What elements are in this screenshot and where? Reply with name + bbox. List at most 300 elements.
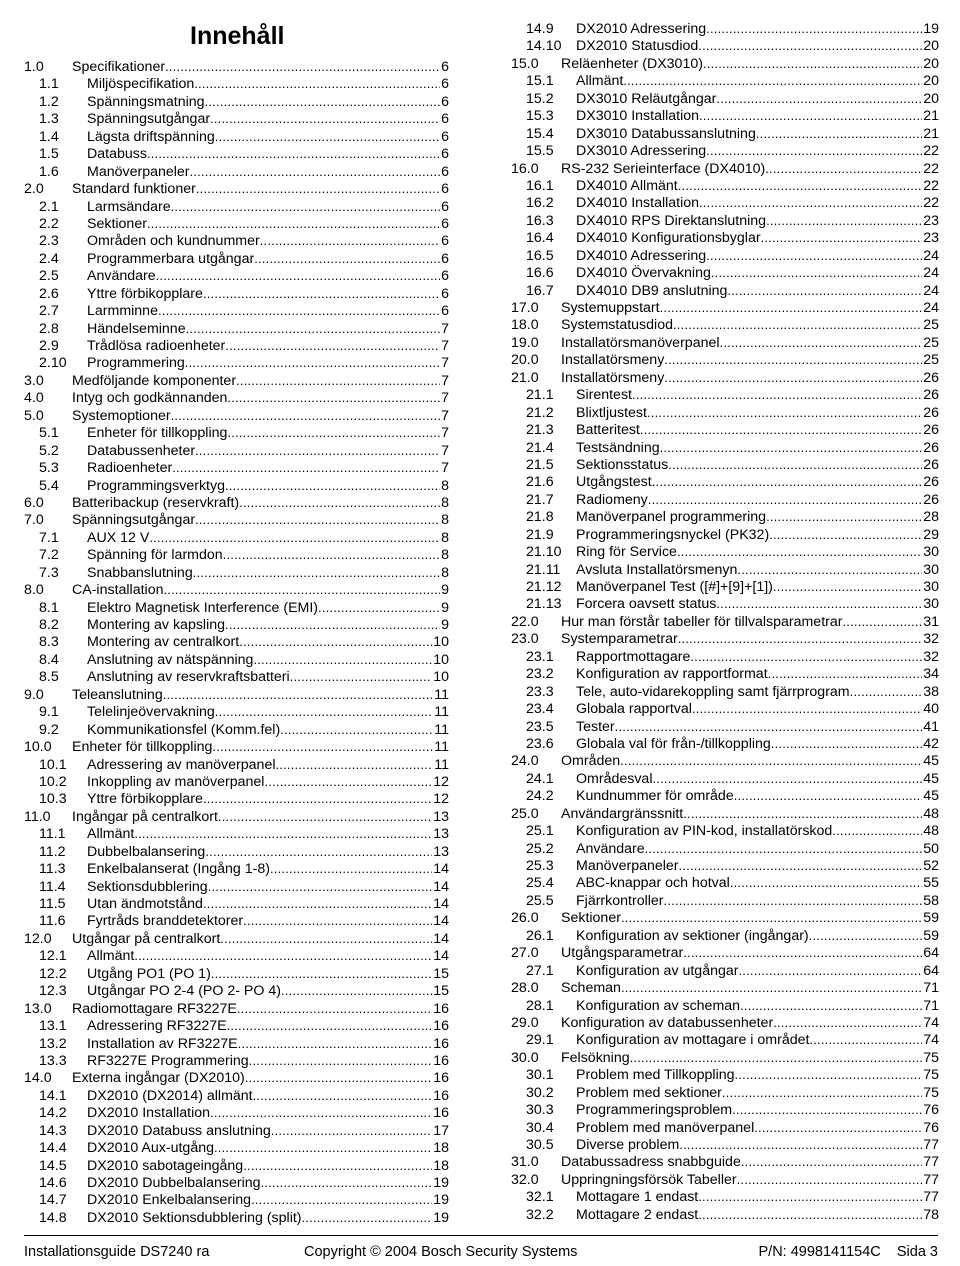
toc-dot-leader	[664, 369, 922, 386]
toc-dot-leader	[212, 738, 433, 755]
toc-dot-leader	[769, 526, 922, 543]
toc-entry-title: Konfiguration av mottagare i området	[576, 1032, 810, 1049]
toc-entry-number: 2.2	[39, 215, 59, 232]
toc-entry-number: 1.1	[39, 76, 59, 93]
toc-entry-page: 16	[433, 1105, 449, 1122]
toc-entry-number: 24.0	[511, 753, 539, 770]
toc-entry[interactable]	[24, 1209, 449, 1226]
toc-entry[interactable]	[511, 1014, 939, 1031]
toc-entry-page: 50	[923, 840, 939, 857]
toc-entry-title: Programmerbara utgångar	[87, 250, 255, 267]
toc-entry[interactable]	[511, 1066, 939, 1083]
toc-entry-number: 21.6	[526, 474, 554, 491]
toc-entry-page: 16	[433, 1052, 449, 1069]
toc-entry-title: DX2010 (DX2014) allmänt	[87, 1087, 253, 1104]
toc-entry[interactable]	[511, 194, 939, 211]
toc-entry-number: 12.0	[24, 930, 52, 947]
toc-entry[interactable]	[511, 177, 939, 194]
page-title: Innehåll	[190, 22, 285, 50]
toc-entry[interactable]	[511, 1049, 939, 1066]
toc-entry-number: 2.4	[39, 250, 59, 267]
toc-entry-title: Systemuppstart	[561, 300, 660, 316]
toc-dot-leader	[699, 107, 922, 124]
toc-dot-leader	[302, 1209, 433, 1226]
toc-entry-title: Allmänt	[87, 948, 135, 965]
toc-entry-page: 7	[441, 460, 449, 477]
toc-dot-leader	[773, 1014, 922, 1031]
toc-entry-page: 9	[441, 617, 449, 633]
toc-entry[interactable]	[24, 407, 449, 424]
toc-entry-number: 23.5	[526, 718, 554, 735]
toc-entry-number: 7.3	[39, 564, 59, 581]
toc-entry-page: 32	[923, 631, 939, 648]
toc-dot-leader	[218, 808, 432, 825]
toc-entry[interactable]	[511, 247, 939, 264]
toc-entry[interactable]	[511, 1206, 939, 1223]
toc-entry[interactable]	[511, 997, 939, 1014]
toc-entry[interactable]	[24, 163, 449, 180]
toc-entry[interactable]	[24, 389, 449, 406]
toc-entry-title: Fyrtråds branddetektorer	[87, 913, 244, 930]
toc-entry-number: 28.1	[526, 997, 554, 1014]
toc-entry-number: 5.4	[39, 477, 59, 494]
toc-entry-title: Medföljande komponenter	[72, 372, 237, 389]
toc-entry[interactable]	[511, 892, 939, 909]
toc-entry[interactable]	[511, 1153, 939, 1170]
toc-entry[interactable]	[24, 302, 449, 319]
toc-entry[interactable]	[24, 1157, 449, 1174]
toc-entry[interactable]	[511, 229, 939, 246]
toc-entry-page: 6	[441, 163, 449, 180]
toc-entry[interactable]	[511, 944, 939, 961]
toc-entry[interactable]	[511, 107, 939, 124]
toc-entry[interactable]	[511, 613, 939, 630]
toc-entry[interactable]	[24, 546, 449, 563]
toc-entry[interactable]	[24, 180, 449, 197]
toc-entry[interactable]	[511, 683, 939, 700]
toc-entry-page: 13	[433, 843, 449, 860]
toc-entry[interactable]	[24, 599, 449, 616]
toc-dot-leader	[740, 997, 922, 1014]
toc-entry-number: 30.5	[526, 1137, 554, 1153]
toc-entry-page: 6	[441, 233, 449, 250]
toc-entry[interactable]	[511, 404, 939, 421]
toc-entry-title: Utgång PO1 (PO 1)	[87, 965, 211, 982]
toc-entry[interactable]	[24, 668, 449, 685]
toc-entry[interactable]	[24, 721, 449, 738]
toc-entry-page: 38	[923, 683, 939, 700]
toc-entry[interactable]	[24, 1104, 449, 1121]
toc-entry[interactable]	[511, 439, 939, 456]
toc-entry-title: Intyg och godkännanden	[72, 390, 228, 407]
toc-entry[interactable]	[511, 857, 939, 874]
toc-entry-page: 77	[923, 1171, 939, 1188]
toc-entry-page: 8	[441, 547, 449, 564]
toc-entry[interactable]	[511, 1119, 939, 1136]
toc-entry[interactable]	[511, 962, 939, 979]
toc-entry[interactable]	[24, 581, 449, 598]
toc-entry-title: DX2010 Databuss anslutning	[87, 1122, 271, 1139]
toc-entry[interactable]	[24, 947, 449, 964]
toc-entry[interactable]	[24, 982, 449, 999]
toc-entry[interactable]	[511, 142, 939, 159]
toc-entry-title: Rapportmottagare	[576, 648, 691, 665]
toc-entry[interactable]	[511, 543, 939, 560]
toc-dot-leader	[171, 198, 441, 215]
toc-entry[interactable]	[511, 55, 939, 72]
toc-entry[interactable]	[511, 421, 939, 438]
toc-entry-number: 14.6	[39, 1175, 67, 1191]
toc-entry[interactable]	[24, 285, 449, 302]
toc-entry[interactable]	[24, 477, 449, 494]
toc-entry[interactable]	[511, 125, 939, 142]
toc-entry[interactable]	[511, 595, 939, 612]
toc-entry-title: RF3227E Programmering	[87, 1052, 249, 1069]
toc-entry[interactable]	[24, 337, 449, 354]
toc-dot-leader	[172, 459, 440, 476]
toc-entry-title: Användare	[576, 840, 645, 857]
toc-entry[interactable]	[24, 703, 449, 720]
toc-entry-page: 28	[923, 509, 939, 526]
toc-entry-title: Problem med manöverpanel	[576, 1119, 755, 1136]
toc-entry[interactable]	[511, 1171, 939, 1188]
toc-entry[interactable]	[511, 386, 939, 403]
toc-entry-page: 11	[434, 739, 449, 756]
toc-entry-number: 12.1	[39, 948, 67, 965]
toc-entry-number: 32.2	[526, 1206, 554, 1223]
toc-entry[interactable]	[511, 369, 939, 386]
toc-entry[interactable]	[511, 1101, 939, 1118]
toc-entry[interactable]	[24, 494, 449, 511]
toc-entry-title: Anslutning av reservkraftsbatteri	[87, 669, 290, 686]
toc-entry-number: 10.0	[24, 739, 52, 756]
toc-entry-number: 21.5	[526, 456, 554, 473]
toc-entry[interactable]	[24, 75, 449, 92]
toc-dot-leader	[716, 90, 922, 107]
toc-entry-page: 18	[433, 1140, 449, 1157]
toc-entry-title: Inkoppling av manöverpanel	[87, 773, 265, 790]
toc-dot-leader	[683, 944, 922, 961]
toc-entry[interactable]	[511, 351, 939, 368]
toc-entry[interactable]	[24, 232, 449, 249]
toc-entry[interactable]	[24, 633, 449, 650]
toc-dot-leader	[754, 1119, 922, 1136]
toc-entry[interactable]	[511, 456, 939, 473]
toc-entry[interactable]	[24, 442, 449, 459]
toc-entry-page: 8	[441, 494, 449, 511]
toc-entry-page: 77	[923, 1154, 939, 1171]
toc-entry-page: 24	[923, 265, 939, 282]
toc-entry[interactable]	[24, 686, 449, 703]
toc-entry[interactable]	[511, 37, 939, 54]
toc-entry[interactable]	[511, 648, 939, 665]
toc-entry-page: 59	[923, 910, 939, 927]
toc-entry[interactable]	[24, 250, 449, 267]
toc-entry-number: 8.2	[39, 617, 59, 633]
toc-entry-page: 45	[923, 753, 939, 770]
toc-entry[interactable]	[24, 912, 449, 929]
toc-dot-leader	[237, 1000, 432, 1017]
toc-entry-title: Adressering av manöverpanel	[87, 756, 276, 773]
toc-entry[interactable]	[24, 529, 449, 546]
toc-entry-title: Montering av kapsling	[87, 617, 226, 633]
toc-dot-leader	[190, 163, 441, 180]
toc-entry-page: 25	[923, 334, 939, 351]
toc-entry[interactable]	[24, 965, 449, 982]
toc-entry[interactable]	[511, 735, 939, 752]
toc-entry[interactable]	[24, 860, 449, 877]
toc-entry[interactable]	[24, 424, 449, 441]
toc-entry[interactable]	[511, 700, 939, 717]
toc-left-column	[24, 58, 449, 1226]
toc-entry[interactable]	[24, 1122, 449, 1139]
toc-entry-number: 2.8	[39, 320, 59, 337]
toc-entry[interactable]	[511, 282, 939, 299]
toc-entry[interactable]	[511, 491, 939, 508]
toc-entry[interactable]	[511, 1188, 939, 1205]
toc-entry[interactable]	[24, 1174, 449, 1191]
toc-entry-title: Installation av RF3227E	[87, 1035, 238, 1052]
toc-entry-page: 64	[923, 962, 939, 979]
toc-entry-title: Sektioner	[561, 910, 621, 927]
toc-entry-page: 74	[923, 1014, 939, 1031]
toc-entry[interactable]	[24, 843, 449, 860]
toc-entry[interactable]	[24, 1069, 449, 1086]
toc-entry[interactable]	[24, 878, 449, 895]
toc-entry[interactable]	[511, 979, 939, 996]
toc-entry-page: 6	[441, 111, 449, 128]
toc-dot-leader	[149, 529, 440, 546]
toc-entry[interactable]	[24, 825, 449, 842]
toc-entry-number: 25.4	[526, 875, 554, 892]
toc-entry-title: Områdesval	[576, 770, 653, 787]
toc-entry[interactable]	[24, 1139, 449, 1156]
toc-entry-number: 31.0	[511, 1154, 539, 1171]
toc-entry-number: 25.1	[526, 823, 554, 840]
toc-dot-leader	[238, 1035, 433, 1052]
toc-entry[interactable]	[511, 561, 939, 578]
toc-entry[interactable]	[24, 128, 449, 145]
toc-entry-number: 7.2	[39, 547, 59, 564]
toc-entry[interactable]	[511, 630, 939, 647]
toc-entry[interactable]	[511, 805, 939, 822]
toc-entry[interactable]	[24, 1052, 449, 1069]
toc-entry-title: Programmeringsproblem	[576, 1102, 733, 1119]
toc-entry[interactable]	[24, 773, 449, 790]
toc-entry[interactable]	[24, 354, 449, 371]
toc-dot-leader	[673, 316, 922, 333]
toc-entry-page: 9	[441, 582, 449, 599]
toc-entry[interactable]	[511, 20, 939, 37]
toc-dot-leader	[275, 756, 433, 773]
toc-entry-number: 29.0	[511, 1014, 539, 1031]
toc-dot-leader	[239, 633, 432, 650]
toc-entry[interactable]	[511, 787, 939, 804]
toc-entry[interactable]	[511, 526, 939, 543]
toc-entry-number: 10.3	[39, 791, 67, 808]
toc-entry[interactable]	[511, 770, 939, 787]
toc-entry-title: Adressering RF3227E	[87, 1018, 227, 1035]
toc-entry-page: 6	[441, 59, 449, 75]
toc-entry[interactable]	[24, 738, 449, 755]
toc-entry-title: RS-232 Serieinterface (DX4010)	[561, 160, 766, 177]
toc-entry-number: 2.10	[39, 355, 67, 372]
toc-entry[interactable]	[24, 1017, 449, 1034]
toc-entry[interactable]	[511, 1031, 939, 1048]
toc-entry-title: Användargränssnitt	[561, 805, 684, 822]
toc-dot-leader	[711, 264, 922, 281]
toc-entry-title: Miljöspecifikation	[87, 76, 195, 93]
toc-entry[interactable]	[511, 316, 939, 333]
toc-entry-title: DX2010 Sektionsdubblering (split)	[87, 1209, 302, 1226]
toc-entry-number: 1.5	[39, 146, 59, 163]
toc-entry-title: Standard funktioner	[72, 181, 196, 198]
toc-entry[interactable]	[24, 808, 449, 825]
toc-entry-title: Mottagare 1 endast	[576, 1189, 699, 1206]
toc-dot-leader	[706, 247, 922, 264]
toc-entry[interactable]	[511, 665, 939, 682]
toc-entry[interactable]	[24, 564, 449, 581]
toc-entry-page: 64	[923, 945, 939, 962]
toc-entry-number: 18.0	[511, 317, 539, 334]
toc-entry-number: 15.2	[526, 90, 554, 107]
toc-entry-page: 17	[433, 1122, 449, 1139]
toc-entry[interactable]	[511, 160, 939, 177]
toc-entry[interactable]	[511, 927, 939, 944]
toc-dot-leader	[243, 912, 432, 929]
toc-entry[interactable]	[24, 651, 449, 668]
toc-entry-title: Enheter för tillkoppling	[72, 739, 213, 756]
toc-entry-page: 8	[441, 564, 449, 581]
toc-entry[interactable]	[24, 320, 449, 337]
toc-entry[interactable]	[24, 511, 449, 528]
toc-entry[interactable]	[511, 909, 939, 926]
toc-entry-page: 75	[923, 1067, 939, 1084]
toc-entry[interactable]	[24, 459, 449, 476]
toc-entry[interactable]	[24, 790, 449, 807]
footer-document-title: Installationsguide DS7240 ra	[24, 1244, 210, 1260]
toc-entry-page: 6	[441, 268, 449, 285]
toc-entry-title: Fjärrkontroller	[576, 892, 664, 909]
toc-entry[interactable]	[511, 822, 939, 839]
toc-entry[interactable]	[24, 895, 449, 912]
toc-entry[interactable]	[511, 1084, 939, 1101]
toc-entry[interactable]	[24, 1000, 449, 1017]
toc-entry-page: 23	[923, 230, 939, 247]
toc-entry[interactable]	[511, 578, 939, 595]
toc-entry[interactable]	[24, 1035, 449, 1052]
toc-entry-title: Områden	[561, 753, 621, 770]
toc-entry-title: Larmsändare	[87, 198, 171, 215]
toc-dot-leader	[768, 665, 923, 682]
toc-entry-title: Batteribackup (reservkraft)	[72, 494, 240, 511]
toc-entry[interactable]	[24, 145, 449, 162]
toc-entry[interactable]	[24, 930, 449, 947]
toc-entry-number: 14.9	[526, 21, 554, 37]
toc-entry[interactable]	[24, 1191, 449, 1208]
toc-dot-leader	[220, 930, 432, 947]
toc-entry[interactable]	[24, 110, 449, 127]
toc-entry-title: DX4010 Installation	[576, 195, 700, 212]
toc-entry-title: Programmingsverktyg	[87, 477, 225, 494]
toc-entry-title: DX3010 Installation	[576, 108, 700, 125]
toc-entry[interactable]	[24, 756, 449, 773]
toc-entry[interactable]	[511, 718, 939, 735]
toc-entry-number: 21.0	[511, 369, 539, 386]
toc-entry-number: 10.1	[39, 756, 67, 773]
toc-entry-title: Scheman	[561, 980, 621, 997]
toc-entry[interactable]	[511, 752, 939, 769]
toc-entry-number: 2.0	[24, 181, 44, 198]
toc-entry[interactable]	[24, 1087, 449, 1104]
toc-dot-leader	[677, 543, 922, 560]
toc-dot-leader	[249, 1052, 433, 1069]
toc-entry-page: 26	[923, 439, 939, 456]
toc-dot-leader	[832, 822, 922, 839]
toc-dot-leader	[756, 125, 922, 142]
toc-entry-page: 7	[441, 372, 449, 389]
toc-entry-title: Programmeringsnyckel (PK32)	[576, 526, 770, 543]
toc-entry[interactable]	[24, 372, 449, 389]
toc-entry[interactable]	[511, 299, 939, 316]
toc-entry[interactable]	[24, 93, 449, 110]
toc-entry[interactable]	[511, 840, 939, 857]
toc-entry[interactable]	[511, 874, 939, 891]
toc-entry[interactable]	[511, 473, 939, 490]
toc-entry-page: 6	[441, 215, 449, 232]
toc-entry-title: Dubbelbalansering	[87, 843, 206, 860]
toc-entry[interactable]	[511, 212, 939, 229]
toc-dot-leader	[186, 320, 441, 337]
toc-dot-leader	[678, 177, 922, 194]
toc-entry-page: 24	[923, 247, 939, 264]
toc-entry[interactable]	[511, 264, 939, 281]
toc-entry[interactable]	[511, 334, 939, 351]
toc-entry-page: 26	[923, 474, 939, 491]
toc-entry[interactable]	[511, 72, 939, 89]
toc-dot-leader	[703, 55, 922, 72]
toc-entry-number: 26.0	[511, 910, 539, 927]
toc-entry[interactable]	[24, 267, 449, 284]
toc-entry[interactable]	[24, 198, 449, 215]
toc-entry[interactable]	[24, 215, 449, 232]
toc-entry-number: 7.0	[24, 512, 44, 529]
toc-entry-title: Globala val för från-/tillkoppling	[576, 735, 771, 752]
toc-entry[interactable]	[511, 1136, 939, 1153]
toc-dot-leader	[842, 613, 922, 630]
toc-entry-page: 59	[923, 927, 939, 944]
toc-entry-page: 6	[441, 181, 449, 198]
toc-entry-title: Larmminne	[87, 303, 158, 320]
toc-entry[interactable]	[511, 90, 939, 107]
toc-entry-title: DX3010 Databussanslutning	[576, 125, 756, 142]
toc-dot-leader	[690, 648, 922, 665]
toc-dot-leader	[158, 302, 440, 319]
toc-entry[interactable]	[24, 58, 449, 75]
toc-entry-page: 22	[923, 143, 939, 160]
toc-entry-number: 22.0	[511, 613, 539, 630]
toc-entry-number: 9.0	[24, 686, 44, 703]
toc-entry-page: 32	[923, 648, 939, 665]
toc-entry[interactable]	[24, 616, 449, 633]
toc-entry-page: 21	[923, 125, 939, 142]
toc-entry[interactable]	[511, 508, 939, 525]
toc-entry-number: 24.2	[526, 788, 554, 805]
toc-entry-page: 42	[923, 735, 939, 752]
toc-dot-leader	[156, 267, 440, 284]
toc-entry-number: 16.5	[526, 247, 554, 264]
toc-entry-page: 19	[433, 1175, 449, 1191]
